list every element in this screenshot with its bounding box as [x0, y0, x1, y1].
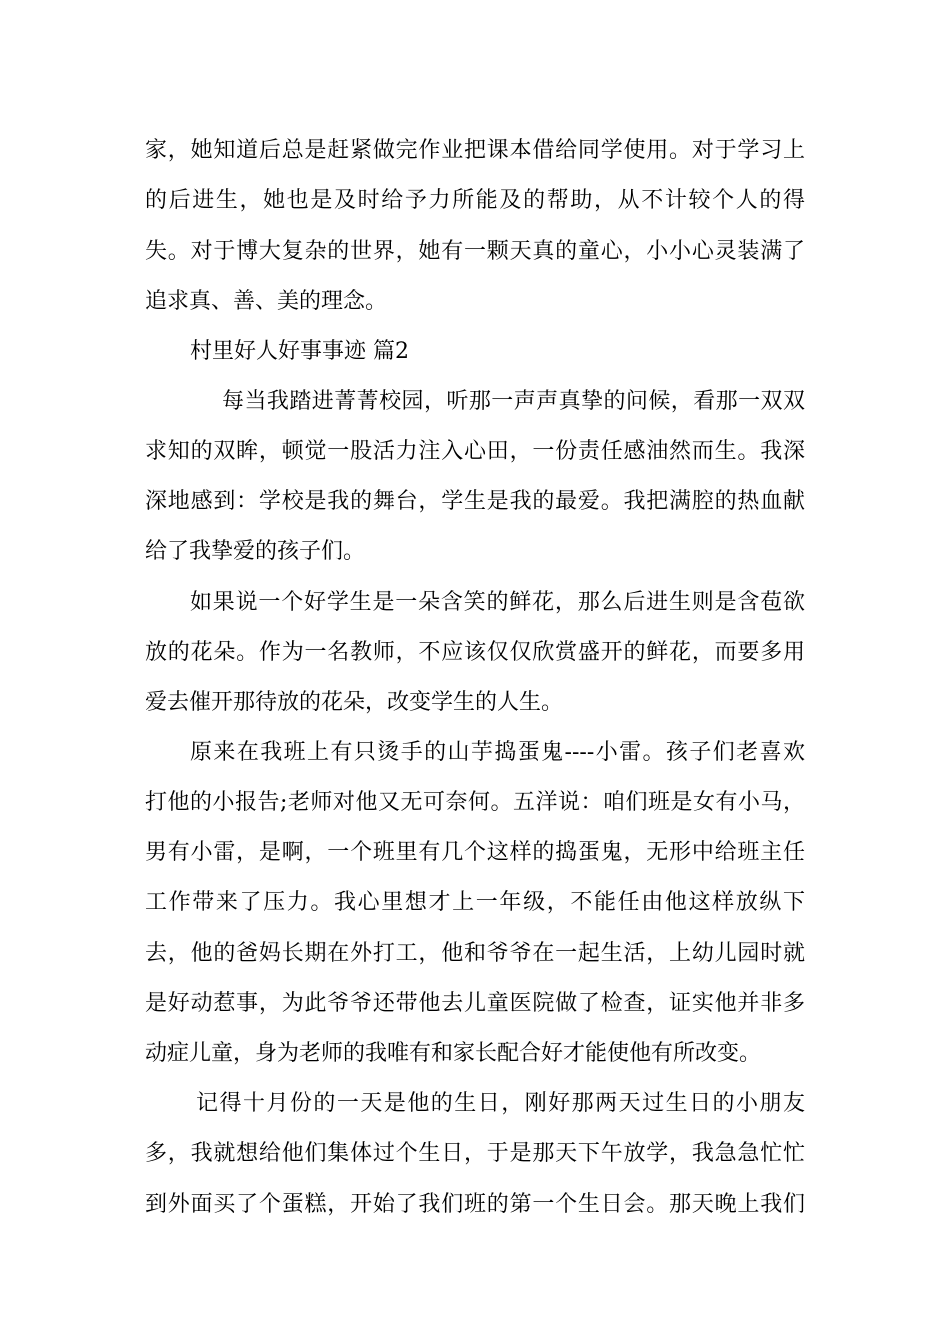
text-line: 是好动惹事，为此爷爷还带他去儿童医院做了检查，证实他并非多 — [145, 991, 805, 1016]
text-line: 放的花朵。作为一名教师，不应该仅仅欣赏盛开的鲜花，而要多用 — [145, 640, 805, 665]
text-line: 深地感到：学校是我的舞台，学生是我的最爱。我把满腔的热血献 — [145, 489, 805, 514]
text-line: 求知的双眸，顿觉一股活力注入心田，一份责任感油然而生。我深 — [145, 439, 805, 464]
text-line: 男有小雷，是啊，一个班里有几个这样的捣蛋鬼，无形中给班主任 — [145, 840, 805, 865]
text-line: 给了我挚爱的孩子们。 — [145, 539, 366, 564]
text-line: 追求真、善、美的理念。 — [145, 289, 388, 314]
text-line: 爱去催开那待放的花朵，改变学生的人生。 — [145, 690, 564, 715]
text-line: 到外面买了个蛋糕，开始了我们班的第一个生日会。那天晚上我们 — [145, 1192, 805, 1217]
text-line: 工作带来了压力。我心里想才上一年级，不能任由他这样放纵下 — [145, 890, 805, 915]
text-line: 如果说一个好学生是一朵含笑的鲜花，那么后进生则是含苞欲 — [190, 590, 805, 615]
text-line: 原来在我班上有只烫手的山芋捣蛋鬼----小雷。孩子们老喜欢 — [190, 740, 805, 765]
text-line: 失。对于博大复杂的世界，她有一颗天真的童心，小小心灵装满了 — [145, 239, 805, 264]
text-line: 多，我就想给他们集体过个生日，于是那天下午放学，我急急忙忙 — [145, 1141, 805, 1166]
text-line: 家，她知道后总是赶紧做完作业把课本借给同学使用。对于学习上 — [145, 138, 805, 163]
text-line: 打他的小报告;老师对他又无可奈何。五洋说：咱们班是女有小马， — [145, 790, 805, 815]
section-heading: 村里好人好事事迹 篇2 — [190, 339, 409, 364]
text-line: 记得十月份的一天是他的生日，刚好那两天过生日的小朋友 — [196, 1091, 805, 1116]
text-line: 的后进生，她也是及时给予力所能及的帮助，从不计较个人的得 — [145, 188, 805, 213]
text-line: 每当我踏进菁菁校园，听那一声声真挚的问候，看那一双双 — [222, 389, 805, 414]
text-line: 去，他的爸妈长期在外打工，他和爷爷在一起生活，上幼儿园时就 — [145, 941, 805, 966]
text-line: 动症儿童，身为老师的我唯有和家长配合好才能使他有所改变。 — [145, 1041, 762, 1066]
